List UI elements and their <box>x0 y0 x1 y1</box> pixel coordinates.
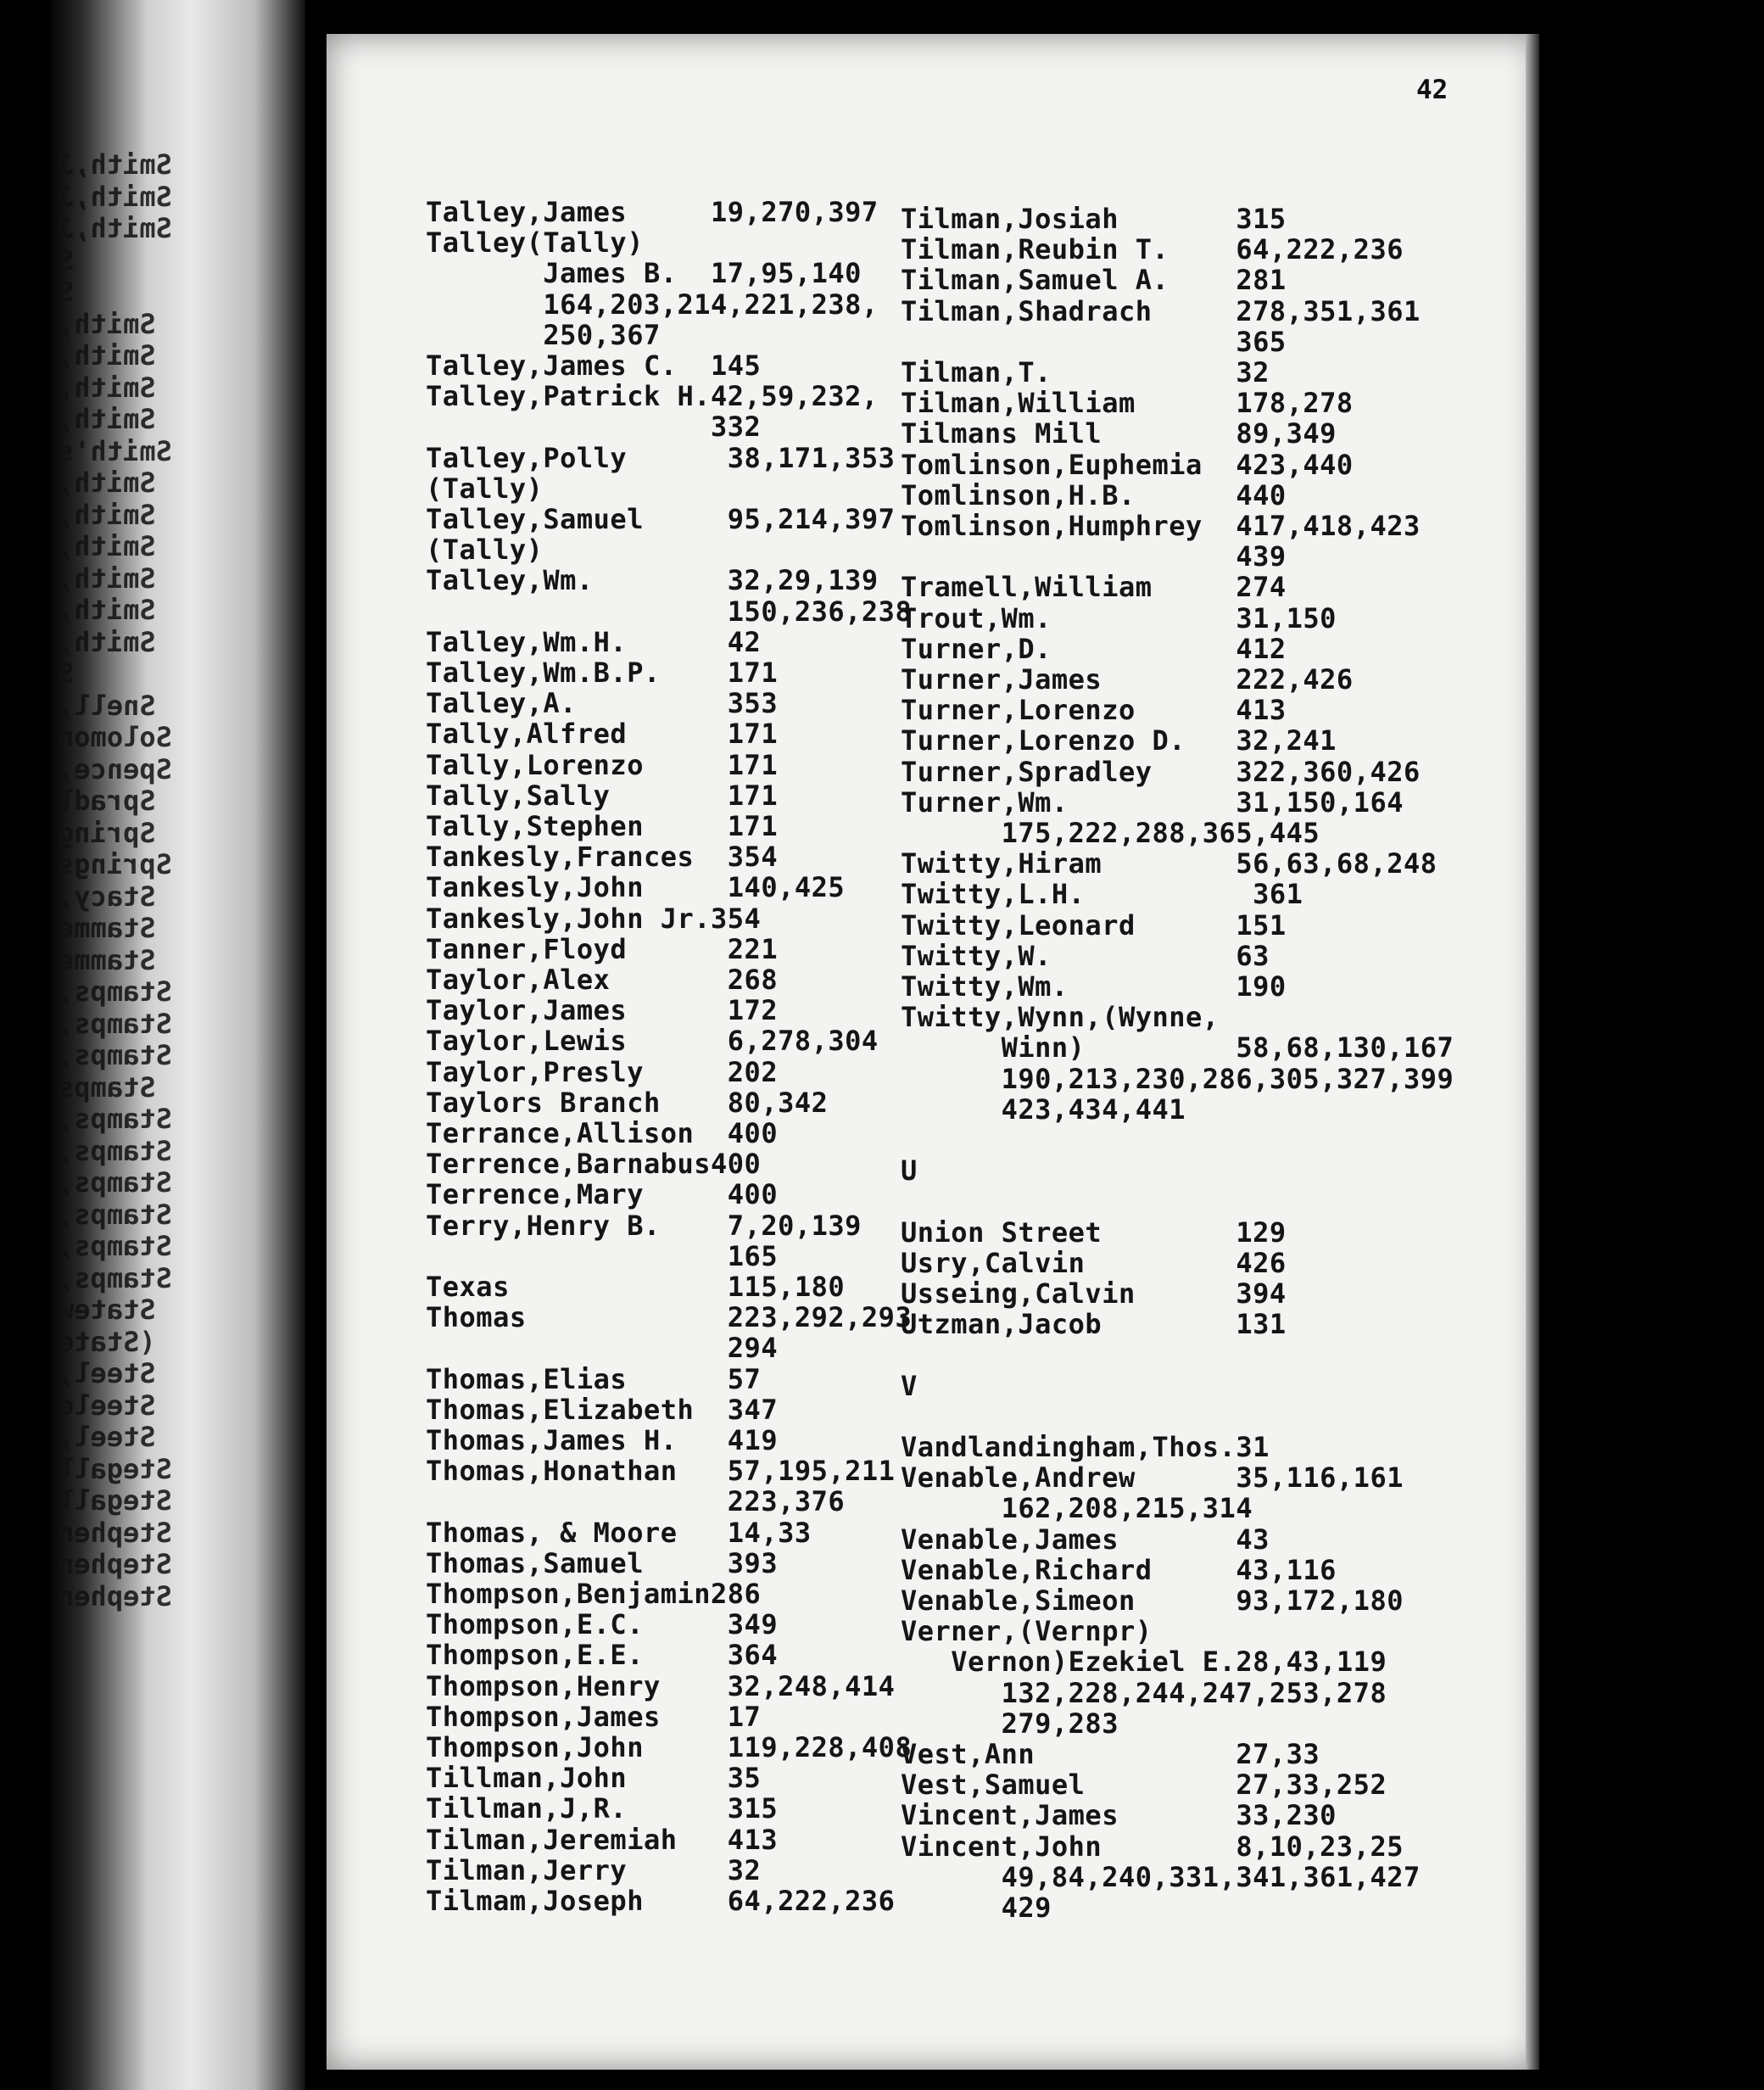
index-entry: Venable,James 43 <box>901 1523 1270 1556</box>
index-entry: 279,283 <box>901 1707 1119 1740</box>
index-entry: Tilman,William 178,278 <box>901 387 1354 420</box>
index-entry: Tilman,Jerry 32 <box>426 1853 762 1886</box>
bleed-through-text: Steel, <box>58 1421 156 1453</box>
index-entry: Talley,James 19,270,397 <box>426 196 879 228</box>
index-entry: Tankesly,John 140,425 <box>426 871 846 904</box>
index-entry: Winn) 58,68,130,167 <box>901 1031 1454 1065</box>
index-entry: Union Street 129 <box>901 1215 1287 1249</box>
index-entry: Thompson,James 17 <box>426 1700 762 1733</box>
index-entry: 423,434,441 <box>901 1092 1186 1126</box>
index-entry: Texas 115,180 <box>426 1271 846 1303</box>
index-entry: Tally,Lorenzo 171 <box>426 748 779 781</box>
index-entry: Thomas,Elizabeth 347 <box>426 1393 779 1426</box>
bleed-through-text: S <box>58 243 75 277</box>
bleed-through-text: Stacy, <box>58 880 156 913</box>
bleed-through-text: Stamme <box>58 912 156 944</box>
bleed-through-text: Snell, <box>58 689 156 722</box>
bleed-through-text: Stamps, <box>58 1261 172 1294</box>
bleed-through-strip <box>51 0 305 2090</box>
index-entry: Tally,Stephen 171 <box>426 810 779 842</box>
bleed-through-text: Smith, <box>58 562 156 595</box>
index-entry: Tillman,J,R. 315 <box>426 1792 779 1825</box>
index-entry: Tally,Alfred 171 <box>426 718 779 751</box>
index-entry: 165 <box>426 1239 779 1272</box>
bleed-through-text: S <box>58 276 75 308</box>
bleed-through-text: Smith, <box>58 403 156 435</box>
index-entry: Twitty,Wm. 190 <box>901 970 1287 1003</box>
index-entry: Thompson,Benjamin286 <box>426 1578 762 1610</box>
index-entry: Tally,Sally 171 <box>426 779 779 812</box>
index-entry: Turner,Wm. 31,150,164 <box>901 785 1404 819</box>
bleed-through-text: Stamps, <box>58 1166 172 1199</box>
bleed-through-text: Solomon <box>58 721 172 753</box>
bleed-through-text: Stamps, <box>58 1134 172 1167</box>
index-entry: Talley,Polly 38,171,353 <box>426 441 896 474</box>
index-entry: Turner,Spradley 322,360,426 <box>901 755 1421 788</box>
bleed-through-text: Smith, <box>58 307 156 340</box>
index-entry: 150,236,238 <box>426 595 913 628</box>
index-entry: 332 <box>426 411 762 444</box>
index-entry: Turner,D. 412 <box>901 632 1287 665</box>
index-entry: Twitty,Wynn,(Wynne, <box>901 1001 1220 1034</box>
index-entry: Turner,Lorenzo D. 32,241 <box>901 724 1337 757</box>
bleed-through-text: Stamps, <box>58 1230 172 1262</box>
index-entry: 365 <box>901 325 1287 358</box>
page-edge-shadow <box>1526 34 1539 2070</box>
index-entry: U <box>901 1154 918 1188</box>
index-entry: Twitty,Hiram 56,63,68,248 <box>901 847 1437 880</box>
index-entry: Thomas,Honathan 57,195,211 <box>426 1455 896 1488</box>
document-page <box>327 34 1539 2070</box>
index-entry: Usry,Calvin 426 <box>901 1246 1287 1279</box>
bleed-through-text: Stamme <box>58 943 156 976</box>
index-entry: 162,208,215,314 <box>901 1492 1253 1525</box>
bleed-through-text: Smith's <box>58 434 172 467</box>
index-entry: Thomas,Elias 57 <box>426 1362 762 1395</box>
index-entry: Thomas,James H. 419 <box>426 1424 779 1456</box>
index-entry: Terrance,Allison 400 <box>426 1117 779 1149</box>
index-entry: Tilman,Jeremiah 413 <box>426 1823 779 1856</box>
index-entry: Talley,Wm. 32,29,139 <box>426 564 879 597</box>
index-entry: Talley,Patrick H.42,59,232, <box>426 380 879 413</box>
bleed-through-text: Smith, <box>58 498 156 531</box>
index-entry: Venable,Andrew 35,116,161 <box>901 1461 1404 1495</box>
index-entry: Tomlinson,H.B. 440 <box>901 478 1287 511</box>
bleed-through-text: Stegall <box>58 1484 172 1517</box>
index-entry: Tramell,William 274 <box>901 571 1287 604</box>
bleed-through-text: Smith, <box>58 625 156 658</box>
bleed-through-text: Spence, <box>58 752 172 785</box>
index-entry: Talley,A. 353 <box>426 687 779 720</box>
index-entry: Talley,Samuel 95,214,397 <box>426 503 896 535</box>
index-entry: Vernon)Ezekiel E.28,43,119 <box>901 1646 1387 1679</box>
index-entry: 175,222,288,365,445 <box>901 817 1320 849</box>
index-entry: Thomas,Samuel 393 <box>426 1546 779 1579</box>
bleed-through-text: Spradl <box>58 785 156 817</box>
index-entry: Tankesly,John Jr.354 <box>426 902 762 935</box>
index-entry: Vincent,John 8,10,23,25 <box>901 1830 1404 1863</box>
index-entry: 250,367 <box>426 318 661 351</box>
index-entry: Venable,Richard 43,116 <box>901 1553 1337 1586</box>
index-entry: Tilmam,Joseph 64,222,236 <box>426 1885 896 1917</box>
index-entry: Tankesly,Frances 354 <box>426 841 779 874</box>
bleed-through-text: Stephen <box>58 1579 172 1612</box>
index-entry: Tillman,John 35 <box>426 1762 762 1795</box>
index-entry: (Tally) <box>426 472 544 505</box>
index-entry: Terrence,Mary 400 <box>426 1178 779 1211</box>
index-entry: Twitty,Leonard 151 <box>901 908 1287 942</box>
bleed-through-text: Stegall <box>58 1452 172 1485</box>
index-entry: Utzman,Jacob 131 <box>901 1308 1287 1341</box>
index-entry: Tilman,Reubin T. 64,222,236 <box>901 233 1404 266</box>
index-entry: Vest,Samuel 27,33,252 <box>901 1769 1387 1802</box>
index-entry: Verner,(Vernpr) <box>901 1615 1153 1648</box>
bleed-through-text: Smith, <box>58 467 156 499</box>
index-entry: Thomas, & Moore 14,33 <box>426 1516 812 1549</box>
index-entry: Tilman,T. 32 <box>901 356 1270 388</box>
index-entry: Talley,Wm.B.P. 171 <box>426 657 779 689</box>
page-number: 42 <box>1416 75 1449 105</box>
index-entry: Vest,Ann 27,33 <box>901 1738 1320 1770</box>
bleed-through-text: Stamps, <box>58 1039 172 1071</box>
bleed-through-text: Spring <box>58 816 156 849</box>
index-entry: Taylors Branch 80,342 <box>426 1086 829 1119</box>
bleed-through-text: Steel, <box>58 1357 156 1389</box>
index-entry: Tomlinson,Humphrey 417,418,423 <box>901 510 1421 542</box>
bleed-through-text: Smith, <box>58 371 156 404</box>
index-entry: Tomlinson,Euphemia 423,440 <box>901 448 1354 481</box>
index-entry: (Tally) <box>426 534 544 567</box>
bleed-through-text: Smith, <box>58 339 156 372</box>
bleed-through-text: Stephen <box>58 1516 172 1549</box>
bleed-through-text: Stamps, <box>58 1103 172 1135</box>
index-entry: Thompson,E.E. 364 <box>426 1639 779 1672</box>
index-entry: Vincent,James 33,230 <box>901 1799 1337 1832</box>
index-entry: Taylor,James 172 <box>426 994 779 1027</box>
bleed-through-text: S <box>58 657 75 690</box>
index-entry: Thompson,Henry 32,248,414 <box>426 1669 896 1702</box>
index-entry: Taylor,Lewis 6,278,304 <box>426 1025 879 1058</box>
index-entry: Thomas 223,292,293 <box>426 1301 913 1334</box>
index-entry: Venable,Simeon 93,172,180 <box>901 1584 1404 1617</box>
index-entry: Usseing,Calvin 394 <box>901 1277 1287 1310</box>
index-entry: Tilman,Samuel A. 281 <box>901 264 1287 297</box>
index-entry: Talley(Tally) <box>426 226 644 260</box>
bleed-through-text: Smith, <box>58 594 156 626</box>
index-entry: 223,376 <box>426 1485 846 1518</box>
index-entry: Tilman,Josiah 315 <box>901 203 1287 235</box>
index-entry: James B. 17,95,140 <box>426 257 862 290</box>
index-entry: 429 <box>901 1892 1052 1924</box>
bleed-through-text: Smith,J <box>58 148 172 181</box>
bleed-through-text: (State <box>58 1325 156 1358</box>
index-entry: Tanner,Floyd 221 <box>426 932 779 965</box>
index-entry: 164,203,214,221,238, <box>426 288 879 321</box>
bleed-through-text: Springs <box>58 848 172 880</box>
bleed-through-text: Stephen <box>58 1548 172 1580</box>
index-entry: Twitty,L.H. 361 <box>901 878 1303 911</box>
bleed-through-text: Stamps, <box>58 1007 172 1040</box>
bleed-through-text: Steele <box>58 1389 156 1422</box>
index-entry: Trout,Wm. 31,150 <box>901 601 1337 634</box>
index-entry: 190,213,230,286,305,327,399 <box>901 1062 1454 1095</box>
index-entry: 294 <box>426 1332 779 1365</box>
index-entry: Turner,James 222,426 <box>901 663 1354 696</box>
index-entry: Taylor,Presly 202 <box>426 1055 779 1088</box>
bleed-through-text: Smith,J <box>58 212 172 244</box>
bleed-through-text: Stamps <box>58 1070 156 1104</box>
index-entry: Tilmans Mill 89,349 <box>901 417 1337 450</box>
index-entry: Thompson,E.C. 349 <box>426 1608 779 1641</box>
index-entry: Thompson,John 119,228,408 <box>426 1731 913 1763</box>
index-entry: Taylor,Alex 268 <box>426 964 779 996</box>
index-entry: Talley,Wm.H. 42 <box>426 625 762 658</box>
index-entry: Terry,Henry B. 7,20,139 <box>426 1209 862 1242</box>
index-entry: 439 <box>901 540 1287 573</box>
index-entry: Twitty,W. 63 <box>901 939 1270 972</box>
index-entry: 49,84,240,331,341,361,427 <box>901 1860 1421 1893</box>
index-entry: Turner,Lorenzo 413 <box>901 694 1287 727</box>
index-entry: Talley,James C. 145 <box>426 349 762 382</box>
bleed-through-text: Stamps, <box>58 975 172 1008</box>
bleed-through-text: Statew <box>58 1294 156 1326</box>
index-entry: Vandlandingham,Thos.31 <box>901 1431 1270 1463</box>
index-entry: 132,228,244,247,253,278 <box>901 1676 1387 1709</box>
index-entry: Terrence,Barnabus400 <box>426 1148 762 1181</box>
bleed-through-text: Smith,J <box>58 180 172 213</box>
bleed-through-text: Stamps, <box>58 1198 172 1231</box>
index-entry: V <box>901 1369 918 1402</box>
bleed-through-text: Smith, <box>58 530 156 562</box>
index-entry: Tilman,Shadrach 278,351,361 <box>901 294 1421 327</box>
